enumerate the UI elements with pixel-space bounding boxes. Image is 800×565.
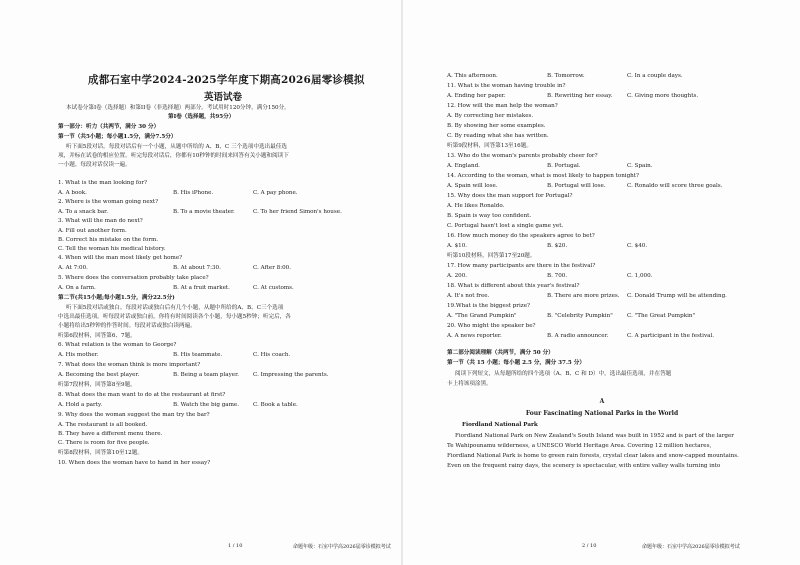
option: B. Being a team player. (173, 372, 239, 378)
option: C. "The Great Pumpkin" (627, 313, 696, 319)
page-number: 1 / 10 (228, 543, 243, 549)
option: B. Correct his mistake on the form. (58, 237, 159, 243)
directions-line: 一小题。每段对话仅读一遍。 (58, 162, 131, 168)
directions-line: 听第9段材料，回答第13至16题。 (447, 143, 532, 149)
question: 14. According to the woman, what is most likely to happen tonight? (447, 173, 640, 179)
intro-section-header: 第I卷（选择题，共95分） (168, 114, 235, 120)
question: 6. What relation is the woman to George? (58, 342, 177, 348)
passage-title: Four Fascinating National Parks in the World (525, 410, 679, 417)
question: 12. How will the man help the woman? (447, 103, 558, 109)
option: B. "Celebrity Pumpkin" (547, 313, 613, 319)
directions-line: 听第7段材料，回答第8至9题。 (58, 382, 136, 388)
part-header: 第二部分阅读理解（共两节，满分 50 分） (447, 350, 554, 356)
option: C. $40. (627, 243, 648, 249)
option: C. To her friend Simon's house. (253, 209, 342, 215)
option: A. England. (447, 163, 480, 169)
page-footer: 命题年级：石室中学高2026届零诊模拟考试 (642, 544, 740, 550)
question: 18. What is different about this year's festival? (447, 283, 580, 289)
option: B. Rewriting her essay. (547, 93, 613, 99)
park-heading: Fiordland National Park (462, 422, 538, 428)
passage-line: Fiordland National Park on New Zealand's South Island was built in 1952 and is part of the larger (455, 433, 734, 439)
directions-line: 听第10段材料，回答第17至20题。 (447, 253, 536, 259)
option: B. Tomorrow. (547, 73, 585, 79)
section-header: 第二节(共15小题;每小题1.5分，满分22.5分) (58, 295, 175, 301)
page-number: 2 / 10 (582, 543, 597, 549)
directions-line: 项，并标在试卷的相应位置。听完每段对话后，你都有10秒钟的时间来回答有关小题和阅读下 (58, 153, 289, 159)
option: C. Spain. (627, 163, 653, 169)
option: A. On a farm. (58, 285, 96, 291)
question: 11. What is the woman having trouble in? (447, 83, 566, 89)
option: B. At about 7:30. (173, 265, 221, 271)
passage-line: Even on the frequent rainy days, the scenery is spectacular, with entire valley walls turning into (447, 463, 721, 469)
option: A. To a snack bar. (58, 209, 109, 215)
option: B. $20. (547, 243, 568, 249)
question: 7. What does the woman think is more important? (58, 362, 201, 368)
option: C. By reading what she has written. (447, 133, 549, 139)
question: 1. What is the man looking for? (58, 180, 148, 186)
question: 15. Why does the man support for Portugal? (447, 193, 573, 199)
option: B. There are more prizes. (547, 293, 620, 299)
option: A. Ending her paper. (447, 93, 506, 99)
question: 9. Why does the woman suggest the man try the bar? (58, 412, 210, 418)
question: 13. Who do the woman's parents probably cheer for? (447, 153, 598, 159)
section-header: 第一节（共 15 小题；每小题 2.5 分，满分 37.5 分） (447, 360, 585, 366)
passage-letter: A (599, 398, 605, 405)
question: 10. When does the woman have to hand in her essay? (58, 460, 211, 466)
question: 2. Where is the woman going next? (58, 199, 159, 205)
passage-line: Fiordland National Park is home to green rain forests, crystal clear lakes and snow-capped mountains. (447, 453, 739, 459)
option: C. A participant in the festival. (627, 333, 715, 339)
passage-line: Te Wahipounamu wilderness, a UNESCO World Heritage Area. Covering 12 million hectares, (447, 443, 712, 449)
option: A. The restaurant is all booked. (58, 422, 148, 428)
option: A. Hold a party. (58, 402, 103, 408)
question: 20. Who might the speaker be? (447, 323, 536, 329)
intro-line: 本试卷分第I卷（选择题）和第II卷（非选择题）两部分。考试用时120分钟，满分150分。 (66, 105, 290, 111)
directions-line: 听第6段材料，回答第6、7题。 (58, 333, 136, 339)
option: C. A pay phone. (253, 190, 298, 196)
option: A. Spain will lose. (447, 183, 498, 189)
exam-subtitle: 英语试卷 (203, 92, 242, 103)
right-page (412, 0, 764, 565)
option: A. His mother. (58, 352, 99, 358)
option: A. 200. (447, 273, 468, 279)
question: 5. Where does the conversation probably take place? (58, 275, 209, 281)
option: C. His coach. (253, 352, 291, 358)
option: A. "The Grand Pumpkin" (447, 313, 517, 319)
option: C. Book a table. (253, 402, 298, 408)
option: A. He likes Ronaldo. (447, 203, 505, 209)
option: B. His iPhone. (173, 190, 214, 196)
option: C. At customs. (253, 285, 294, 291)
option: C. Donald Trump will be attending. (627, 293, 727, 299)
option: C. After 8:00. (253, 265, 291, 271)
option: B. To a movie theater. (173, 209, 235, 215)
directions-line: 听第8段材料，回答第10至12题。 (58, 450, 143, 456)
question: 19.What is the biggest prize? (447, 303, 531, 309)
option: B. Portugal will lose. (547, 183, 606, 189)
page-footer: 命题年级：石室中学高2026届零诊模拟考试 (293, 544, 391, 550)
page-fold-divider (401, 0, 403, 565)
option: A. It's not free. (447, 293, 490, 299)
exam-title: 成都石室中学2024-2025学年度下期高2026届零诊模拟 (88, 74, 365, 86)
option: A. Becoming the best player. (58, 372, 140, 378)
option: A. $10. (447, 243, 468, 249)
option: B. Portugal. (547, 163, 581, 169)
option: C. Tell the woman his medical history. (58, 246, 166, 252)
directions-line: 卡上将该项涂黑。 (447, 381, 492, 387)
option: B. A radio announcer. (547, 333, 609, 339)
question: 3. What will the man do next? (58, 218, 143, 224)
directions-line: 听下面5段对话或独白。每段对话或独白后有几个小题，从题中所给的A、B、C三个选项 (66, 305, 284, 311)
option: A. A book. (58, 190, 87, 196)
question: 4. When will the man most likely get home? (58, 255, 183, 261)
section-header: 第一节（共5小题；每小题1.5分，满分7.5分） (58, 134, 177, 140)
option: C. In a couple days. (627, 73, 683, 79)
option: C. 1,000. (627, 273, 653, 279)
option: B. By showing her some examples. (447, 123, 546, 129)
option: C. Portugal hasn't lost a single game yet. (447, 223, 564, 229)
option: A. Fill out another form. (58, 228, 127, 234)
option: B. Spain is way too confident. (447, 213, 532, 219)
option: A. By correcting her mistakes. (447, 113, 534, 119)
option: A. A news reporter. (447, 333, 502, 339)
option: B. 700. (547, 273, 568, 279)
question: 17. How many participants are there in the festival? (447, 263, 596, 269)
left-page (58, 0, 398, 565)
option: B. At a fruit market. (173, 285, 230, 291)
question: 16. How much money do the speakers agree to bet? (447, 233, 595, 239)
directions-line: 小题将给出5秒钟的作答时间。每段对话或独白读两遍。 (58, 323, 196, 329)
option: B. They have a different menu there. (58, 431, 163, 437)
option: B. His teammate. (173, 352, 223, 358)
question: 8. What does the man want to do at the restaurant at first? (58, 392, 226, 398)
option: A. At 7:00. (58, 265, 88, 271)
option: B. Watch the big game. (173, 402, 240, 408)
option: C. Giving more thoughts. (627, 93, 699, 99)
option: C. There is room for five people. (58, 440, 150, 446)
part-header: 第一部分：听力（共两节，满分 30 分） (58, 124, 160, 130)
directions-line: 听下面5段对话。每段对话后有一个小题，从题中所给的 A、B、C 三个选项中选出最佳选 (66, 144, 287, 150)
directions-line: 中选出最佳选项。听每段对话或独白前，你将有时间阅读各个小题，每小题5秒钟；听完后，各 (58, 314, 291, 320)
option: A. This afternoon. (447, 73, 498, 79)
option: C. Impressing the parents. (253, 372, 329, 378)
option: C. Ronaldo will score three goals. (627, 183, 723, 189)
directions-line: 阅读下列短文，从每题所给的四个选项（A、B、C 和 D）中，选出最佳选项，并在答题 (455, 371, 672, 377)
